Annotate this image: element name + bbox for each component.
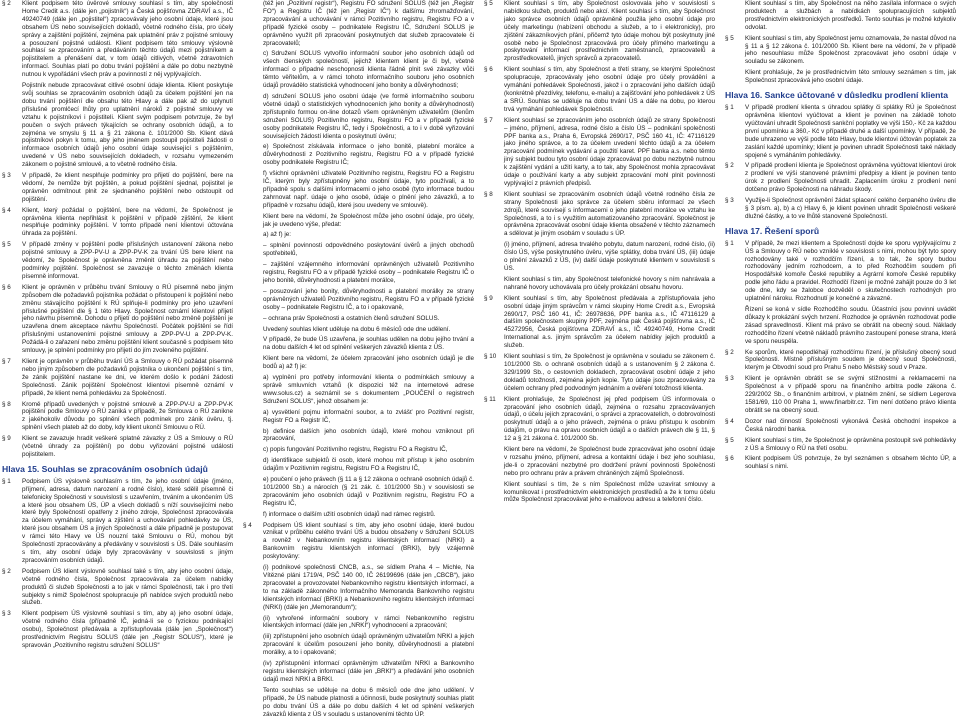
paragraph — [243, 687, 474, 718]
paragraph — [725, 35, 956, 67]
text-column-3 — [484, 0, 715, 667]
paragraph-number: § 1 — [725, 239, 734, 247]
paragraph — [725, 162, 956, 194]
paragraph-number — [243, 93, 263, 140]
paragraph-number — [243, 315, 263, 323]
paragraph-number: § 3 — [725, 375, 734, 383]
paragraph-text: Klient bere na vědomí, že Společnost může jeho osobní údaje, pro účely, jak je uvedeno výše, předat: — [263, 212, 474, 228]
paragraph-text: Klient bere na vědomí, že účelem zpracování jeho osobních údajů je dle bodů a) až f) je: — [263, 355, 474, 371]
paragraph-number: § 2 — [2, 0, 11, 7]
paragraph-number — [243, 428, 263, 444]
paragraph-number: § 9 — [484, 294, 493, 302]
paragraph-text: Uvedený souhlas klient uděluje na dobu 6 měsíců ode dne udělení. — [263, 325, 451, 333]
paragraph — [2, 241, 233, 281]
paragraph-text: (též jen „Pozitivní registr“), Registru FO sdružení SOLUS (též jen „Registr FO“) a Registru IČ (též jen „Registr IČ“) k dalšímu zhromažďování, zpracovávání a uchovávání v rámci Pozitivního registru, Registru FO a v případě fyzické osoby – podnikatele Registru IČ, Sdružení SOLUS je oprávněno využít při zpracování poskytnutých dat služeb zpracovatele či zpracovatelů; — [263, 0, 474, 47]
paragraph-number: § 3 — [2, 610, 11, 618]
paragraph — [243, 374, 474, 406]
paragraph — [2, 0, 233, 79]
paragraph-number — [243, 446, 263, 454]
paragraph-number: § 1 — [2, 477, 11, 485]
paragraph-number — [2, 82, 22, 169]
paragraph — [2, 172, 233, 204]
paragraph — [2, 358, 233, 398]
paragraph-text: a) až f) je: — [263, 231, 291, 239]
paragraph-text: f) informace o dalším užití osobních údajů nad rámec registrů. — [263, 510, 436, 518]
paragraph-text: (ii) vytvořené informační soubory v rámci Nebankovního registru klientských informací (dále jen „NRKI“) vyhodnocení a zpracování; — [263, 614, 474, 630]
paragraph-text: Klient podpisem ÚS výslovně souhlasí s tím, aby a) jeho osobní údaje, včetně rodného čísla (případně IČ, jedná-li se o fyzickou podnikající osobu), Společnost předávala a zpřístupňovala (dále jen „Společnost“) prostřednictvím Registru SOLUS (dále jen „Registr SOLUS“), které je spravován „Pozitivního registru sdružení SOLUS“ — [22, 610, 233, 649]
paragraph-number: § 9 — [2, 435, 11, 443]
paragraph-text: Klient souhlasí s tím, aby Společnost předávala a zpřístupňovala jeho osobní údaje jiným správcům v rámci skupiny Home Credit a.s., Evropská 2690/17, PSČ 160 41, IČ: 26978636, PPF banka a.s., IČ 47116129 a dalším společnostem skupiny PPF, zejména pak Česká pojišťovna a.s., IČ 45272956, Česká pojišťovna ZDRAVÍ a.s., IČ 49240749, Home Credit International a.s. jiným správcům za účelem nabídky jejich produktů a služeb. — [504, 294, 715, 350]
paragraph — [725, 375, 956, 415]
paragraph — [243, 615, 474, 631]
paragraph-text: Ke sporům, které nepodléhají rozhodčímu řízení, je příslušný obecný soud Společnosti. Místně příslušným soudem je obecný soud Společnosti, kterým je Obvodní soud pro Prahu 5 nebo Městský soud v Praze. — [745, 348, 956, 372]
paragraph-text: Podpisem ÚS klient výslovně souhlasí také s tím, aby jeho osobní údaje, včetně rodného čísla, Společnost zpracovávala za účelem nabídky produktů či služeb Společnosti a to jak v rámci Společnosti, tak i pro třetí subjekty s nimiž Společnost spolupracuje při nabídce svých produktů nebo služeb. — [22, 567, 233, 607]
paragraph-text: Klient souhlasí s tím, že Společnost je oprávněna v souladu se zákonem č. 101/2000 Sb. o ochraně osobních údajů a s ustanovením § 2 zákona č. 329/1999 Sb., o cestovních dokladech, zpracovávat osobní údaje z jeho dokladů totožnosti, zejména jejich kopie. Tyto údaje jsou zpracovávány za účelem ochrany před podvodným jednáním a ověření totožnosti klienta. — [504, 353, 715, 392]
paragraph-text: V případě prodlení klienta je Společnost oprávněna vyúčtovat klientovi úrok z prodlení ve výši stanovené právními předpisy a klient je povinen tento úrok z prodlení Společnosti uhradit. Zaplacením úroku z prodlení není dotčeno právo Společnosti na náhradu škody. — [745, 162, 956, 194]
paragraph-number — [243, 409, 263, 425]
paragraph-number — [484, 276, 504, 292]
paragraph — [725, 69, 956, 85]
paragraph-text: Využije-li Společnost oprávnění žádat splacení celého čerpaného úvěru dle § 3 písm. a), b) a c) Hlavy 6, je klient povinen uhradit Společnosti veškeré dlužné částky, a to ve lhůtě stanovené Společností. — [745, 197, 956, 220]
paragraph-number — [243, 242, 263, 258]
paragraph — [243, 170, 474, 210]
paragraph-text: – splnění povinnosti odpovědného poskytování úvěrů a jiných obchodů spotřebitelů, — [263, 242, 474, 258]
paragraph — [243, 261, 474, 285]
paragraph-number — [243, 457, 263, 473]
paragraph-number: § 8 — [2, 400, 11, 408]
paragraph-number — [484, 481, 504, 505]
paragraph-text: Klient, který požádal o pojištění, bere na vědomí, že Společnost je oprávněna klienta nepřihlásit k pojištění v případě zjištění, že klient nesplňuje podmínky pojištění. V tomto případě není klientovi účtována úhrada za pojištění. — [22, 206, 233, 238]
paragraph-number — [243, 170, 263, 210]
paragraph — [725, 104, 956, 159]
paragraph — [243, 315, 474, 323]
paragraph — [2, 207, 233, 239]
paragraph — [725, 455, 956, 471]
paragraph-text: c) popis fungování Pozitivního registru, Registru FO a Registru IČ, — [263, 446, 448, 454]
paragraph — [484, 295, 715, 350]
paragraph-text: Klient souhlasí s tím, aby Společnost na něho zasílala informace o svých produktech a službách a nabídkách spolupracujících subjektů prostřednictvím elektronických prostředků. Tento souhlas je možné kdykoliv odvolat. — [745, 0, 956, 31]
paragraph — [243, 457, 474, 473]
paragraph-number: § 2 — [725, 162, 734, 170]
paragraph-text: Klient souhlasí s tím, že Společnost je oprávněna postoupit své pohledávky z ÚS a Smlouvy o RÚ na třetí osobu. — [745, 436, 956, 452]
paragraph-number: § 4 — [2, 206, 11, 214]
paragraph — [484, 276, 715, 292]
paragraph-text: a) vysvětlení pojmu informační soubor, a to zvlášť pro Pozitivní registr, Registr FO a Registr IČ, — [263, 408, 474, 424]
paragraph-text: e) Společnost získávala informace o jeho bonitě, platební morálce a důvěryhodnosti z Pozitivního registru, Registru FO a v případě fyzické osoby podnikatele Registru IČ; — [263, 143, 474, 167]
paragraph-number: § 5 — [725, 34, 734, 42]
text-column-2 — [243, 0, 474, 718]
paragraph-text: d) sdružení SOLUS jeho osobní údaje (ve formě informačního souboru včetně údajů o statistických vyhodnoceních jeho bonity a důvěryhodnosti) zpřístupnilo formou on-line dotazů všem oprávněným uživatelům (členům sdružení SOLUS) Pozitivního registru, Registru FO a v případě fyzické osoby podnikatele Registru IČ, tedy i Společnosti, a to i v době vyřizování souvisejících žádostí klienta o poskytnutí úvěru; — [263, 92, 474, 140]
paragraph — [725, 306, 956, 346]
paragraph-number — [243, 288, 263, 312]
paragraph-number — [243, 374, 263, 406]
paragraph-number — [243, 213, 263, 229]
paragraph-number — [484, 446, 504, 478]
paragraph-text: Klient prohlašuje, že je prostřednictvím této smlouvy seznámen s tím, jak Společnost zpracovává jeho osobní údaje. — [745, 69, 956, 85]
paragraph-text: Podpisem ÚS výslovně souhlasím s tím, že jeho osobní údaje (jméno, příjmení, adresa, datum narození a rodné číslo), které sdělil písemně či telefonicky Společnosti v souvislosti s uzavřením, trváním a ukončením ÚS a které jsou obsahem ÚS, ÚP a všech dokladů s níží souvisejícími nebo které byly Společností opatřeny z jiného zdroje, Společnost zpracovávala za účelem vymáhání, správy a zjištění a uchovávání pohledávky ze ÚS, které jsou obsahem ÚS a jiných Společností a dále případně je postupovat v rámci této Hlavy ve ÚS nouzní také Smlouvu o RÚ, mohou být Společností zpracovávány a předávány v souvislosti s ÚS. Dále souhlasím s tím, aby osobní údaje byly zpracovávány v souvislosti s jiným zpracováním osobních údajů. — [22, 477, 233, 564]
section-heading: Hlava 17. Řešení sporů — [725, 225, 820, 236]
paragraph-text: Klient je oprávněn v průběhu trvání Smlouvy o RÚ písemně nebo jiným způsobem dle požadavků pojistníka požádat o přistoupení k pojištění nebo změnu stávajícího pojištění k RÚ splňuje-li podmínky pro jeho uzavření příslušné pojištění dle § 1 této Hlavy. Společnost oznámí klientovi přijetí jeho návrhu písemně. Dohodu o přijetí do pojištění nebo změně pojištění je uzavřena dnem akceptace návrhu Společností. Počátek pojištění se řídí příslušnými ustanoveními pojistné smlouvy a ZPP-PV-U a ZPP-PV-K. Požádá-li o zařazení nebo změnu pojištění klient současně s podpisem této smlouvy, je splnění podmínky pro přijetí do jím zvoleného pojištění. — [22, 283, 233, 355]
paragraph-number: § 5 — [484, 0, 493, 7]
paragraph-text: Klient souhlasí s tím, aby Společnost oslovovala jeho v souvislosti s nabídkou služeb, produktů nebo akcí. Klient souhlasí s tím, aby Společnost jako správce osobních údajů oprávněně použila jeho osobní údaje pro účely marketingu (nabízení obchodu a služeb, a to i elektronicky), pro zjištění zákazníkových přání, přičemž tyto údaje mohou být poskytnuty jiné osobě nebo je Společnost zpracovává pro účely přímého marketingu a poskytování informací prostřednictvím zaměstnanců, zpracovatelů a zprostředkovatelů, jiných správců a zpracovatelů. — [504, 0, 715, 63]
paragraph — [725, 240, 956, 303]
paragraph-text: Klient podpisem této úvěrové smlouvy souhlasí s tím, aby společnosti Home Credit a.s. (dále jen „pojistník“) a Česká pojišťovna ZDRAVÍ a.s., IČ 49240749 (dále jen „pojistitel“) zpracovávaly jeho osobní údaje, které jsou obsahem ÚS nebo souvisejících dokladů, včetně rodného čísla, pro účely správy a zajištění pojištění, zejména pak uplatnění práv z pojistné smlouvy a posouzení pojistné události. Klient podpisem této smlouvy výslovně souhlasí se zpracováním a předáváním těchto údajů mezi pojistníkem a pojistitelem a přenášení dat, v tom údajů citlivých, včetně zdravotních informací. Souhlas platí po dobu trvání pojištění a dále po dobu nezbytně nutnou k vypořádání všech práv a povinností z něj vyplývajících. — [22, 0, 233, 79]
paragraph — [243, 633, 474, 657]
text-column-1 — [2, 0, 233, 667]
paragraph — [484, 241, 715, 273]
paragraph-number: § 4 — [725, 417, 734, 425]
paragraph — [2, 401, 233, 433]
paragraph — [484, 446, 715, 478]
paragraph-number — [243, 326, 263, 334]
paragraph-number — [484, 241, 504, 273]
paragraph — [484, 191, 715, 238]
paragraph-text: a) vyplnění pro potřeby informování klienta o podmínkách smlouvy a správě smluvních vztahů (k dispozici též na internetové adrese www.solus.cz) a seznámil se s dokumentem „POUČENÍ o registrech Sdružení SOLUS“, jehož obsahem je: — [263, 374, 474, 405]
paragraph — [243, 660, 474, 684]
paragraph-number: § 3 — [725, 197, 734, 205]
paragraph-text: Klient souhlasí s tím, aby Společnost jemu oznamovala, že nastal důvod na § 11 a § 12 zákona č. 101/2000 Sb. Klient bere na vědomí, že v případě jeho nesouhlasu může Společnost zpracovávat jeho osobní údaje v souladu se zákonem. — [745, 34, 956, 66]
paragraph-number — [243, 261, 263, 285]
paragraph — [484, 396, 715, 443]
paragraph-number — [243, 633, 263, 657]
paragraph — [2, 435, 233, 459]
paragraph — [2, 478, 233, 565]
paragraph-number — [243, 143, 263, 167]
paragraph-text: – zajištění vzájemného informování oprávněných uživatelů Pozitivního registru, Registru FO a v případě fyzické osoby – podnikatele Registru IČ o jeho bonitě, důvěryhodnosti a platební morálce, — [263, 261, 474, 284]
paragraph-text: c) Sdružení SOLUS vytvořilo informační soubor jeho osobních údajů od všech členských společností, jejichž klientem klient je či byl, včetně informací o případné neschopnosti klienta řádně plnit své závazky vůči těmto věřitelům, a v rámci tohoto informačního souboru jeho osobních údajů provádělo statistická vyhodnocení jeho bonity a důvěryhodnosti; — [263, 50, 474, 90]
text-column-4 — [725, 0, 956, 667]
paragraph-text: (i) podnikové společnosti CNCB, a.s., se sídlem Praha 4 – Michle, Na Vítězné pláni 1719/4, PSČ 140 00, IČ 26199696 (dále jen „CBCB“), jako zpracovatel a provozovatel Nebankovního registru klientských informací, a to na základě zákonného Informačního Memoranda Bankovního registru klientských informací (BRKI) a Nebankovního registru klientských informací (NRKI) (dále jen „Memorandum“); — [263, 564, 474, 611]
paragraph-number — [243, 355, 263, 371]
paragraph-number: § 5 — [2, 241, 11, 249]
paragraph-number: § 1 — [725, 104, 734, 112]
paragraph — [243, 0, 474, 47]
paragraph — [243, 476, 474, 508]
paragraph-number — [725, 0, 745, 32]
paragraph — [243, 326, 474, 334]
paragraph-number: § 10 — [484, 353, 497, 361]
paragraph — [725, 349, 956, 373]
paragraph-text: – ochrana práv Společnosti a ostatních členů sdružení SOLUS. — [263, 314, 440, 322]
paragraph-number — [243, 0, 263, 47]
paragraph — [243, 231, 474, 239]
paragraph — [725, 197, 956, 221]
paragraph — [2, 610, 233, 650]
paragraph-number: § 2 — [725, 348, 734, 356]
paragraph — [243, 242, 474, 258]
paragraph — [2, 568, 233, 608]
paragraph-number — [243, 476, 263, 508]
paragraph-number — [243, 687, 263, 718]
paragraph — [484, 117, 715, 188]
paragraph-number — [243, 336, 263, 352]
paragraph-number: § 3 — [2, 172, 11, 180]
paragraph — [484, 481, 715, 505]
paragraph-text: Klient prohlašuje, že Společnost jej před podpisem ÚS informovala o zpracování jeho osobních údajů, zejména o rozsahu zpracovávaných údajů, o účelu jejich zpracování, o správci a zpracovatelích, o dobrovolnosti poskytnutí údajů a o jeho právech, zejména o právu přístupu k osobním údajům, o právu na opravu osobních údajů a o dalších právech dle § 11, § 12 a § 21 zákona č. 101/2000 Sb. — [504, 395, 715, 443]
paragraph-number: § 8 — [484, 190, 493, 198]
paragraph-text: Klient podpisem ÚS potvrzuje, že byl seznámen s obsahem těchto ÚP, a souhlasí s nimi. — [745, 455, 956, 471]
paragraph-text: Podpisem ÚS klient souhlasí s tím, aby jeho osobní údaje, které budou vznikat v průběhu celého trvání ÚS a budou obsaženy v Sdružení SOLUS a rovněž v Nebankovním registru klientských informací (NRKI) a Bankovním registru klientských informací (BRKI), byly vzájemně poskytovány: — [263, 521, 474, 561]
paragraph-number — [243, 50, 263, 90]
paragraph-text: – posuzování jeho bonity, důvěryhodnosti a platební morálky ze strany oprávněných uživatelů Pozitivního registru, Registru FO a v případě fyzické osoby – podnikatele Registru IČ, a to i opakovaně, — [263, 287, 474, 311]
paragraph — [243, 355, 474, 371]
paragraph-text: V případě, že bude ÚS uzavřena, je souhlas udělen na dobu jejího trvání a na dobu dalších 4 let od splnění veškerých závazků klienta z ÚS. — [263, 336, 474, 352]
paragraph-text: Klient souhlasí s tím, aby Společnost a třetí strany, se kterými Společnost spolupracuje, zpracovávaly jeho osobní údaje pro účely provádění a vymáhání pohledávek Společnosti, jakož i o zpracování jeho dalších údajů (konkrétně přezdívky, telefonu, e-mailu) a zajišťování jeho pohledávek z ÚS a SRÚ. Souhlas se uděluje na dobu trvání ÚS a dále na dobu, po kterou trvá vymáhání pohledávek Společnosti. — [504, 66, 715, 113]
paragraph — [243, 564, 474, 611]
paragraph-text: V případě prodlení klienta s úhradou splátky či splátky RÚ je Společnost oprávněna klientovi vyúčtovat a klient je povinen na základě tohoto vyúčtování uhradit Společnosti sankční poplatky ve výši 150,- Kč za každou první upomínku a 360,- Kč v případě druhé a další upomínky. V případě, že bude uhrazeno ve výši podle této Hlavy, bude klientovi účtován poplatek za zaslání každé upomínky; klient je povinen uhradit Společnosti také náklady spojené s vymáháním pohledávky. — [745, 104, 956, 159]
paragraph-text: d) identifikace subjektů či osob, které mohou mít přístup k jeho osobním údajům v Pozitivním registru, Registru FO a Registru IČ, — [263, 457, 474, 473]
paragraph-number: § 5 — [725, 436, 734, 444]
paragraph-text: Klient souhlasí se zpracováním jeho osobních údajů ze strany Společnosti – jméno, příjmení, adresa, rodné číslo a číslo ÚS – podnikání společnosti PPF banka a.s., Praha 6, Evropská 2690/17, PSČ 160 41, IČ: 47116129 jako jiného správce, a to za účelem uvedení těchto údajů a za účelem zpracování podmínek vydávání a použití karet. PPF banka a.s. nebo těmto jiný subjekt budou tyto osobní údaje zpracovávat po dobu nezbytně nutnou k zajištění vydání a užití karty, a to tak, aby Společnost mohla zpracovávat údaje o používání karty a aby subjekt zpracování mohl plnit povinnosti vyplývající z právních předpisů. — [504, 116, 715, 187]
paragraph-text: (iii) zpřístupnění jeho osobních údajů oprávněným uživatelům NRKI a jejich zpracování k účelům posouzení jeho bonity, důvěryhodnosti a platební morálky, a to i opakovaně; — [263, 633, 474, 657]
paragraph-number — [243, 511, 263, 519]
paragraph — [484, 66, 715, 113]
paragraph-text: (i) jméno, příjmení, adresa trvalého pobytu, datum narození, rodné číslo, (ii) číslo ÚS, výše poskytnutého úvěru, výše splátky, doba trvání ÚS, (iii) údaje o plnění závazků z ÚS, (iv) další údaje poskytnuté klientem v souvislosti s ÚS. — [504, 241, 715, 272]
paragraph — [725, 437, 956, 453]
paragraph-number: § 6 — [725, 455, 734, 463]
paragraph-number: § 2 — [2, 567, 11, 575]
paragraph — [2, 82, 233, 169]
paragraph — [243, 213, 474, 229]
paragraph-text: Klient souhlasí se zpracováním osobních údajů včetně rodného čísla ze strany Společnosti jako správce za účelem sběru informací ze všech zdrojů, které souvisejí s informacemi o jeho platební morálce ve vztahu ke Společnosti, a to i s využitím automatizovaného zpracování. Společnost je oprávněna zpracovávat osobní údaje klienta obsažené v těchto záznamech a sdělovat je jiným osobám v souladu s ÚP. — [504, 190, 715, 238]
paragraph-number: § 7 — [484, 116, 493, 124]
paragraph — [243, 511, 474, 519]
paragraph — [243, 428, 474, 444]
paragraph-text: (iv) zpřístupnění informací oprávněným uživatelům NRKI a Bankovního registru klientských informací (dále jen „BRKI“) a předávání jeho osobních údajů mezi NRKI a BRKI. — [263, 660, 474, 683]
paragraph-number — [725, 69, 745, 85]
paragraph — [243, 93, 474, 140]
paragraph-text: V případě, že mezi klientem a Společností dojde ke sporu vyplývajícímu z ÚS a Smlouvy o RÚ nebo vzniklé v souvislosti s nimi, mohou být tyto spory rozhodovány také v rozhodčím řízení, a to tak, že spory budou rozhodovány jedním rozhodcem, a to před Rozhodčím soudem při Hospodářské komoře České republiky a Agrární komoře České republiky podle jeho řádu a pravidel. Rozhodčí řízení je možné zahájit pouze do 3 let ode dne, kdy se žalobce dozvěděl o skutečnostech rozhodných pro uplatnění nároku. Rozhodnutí je konečné a závazné. — [745, 239, 956, 303]
paragraph-number: § 6 — [2, 283, 11, 291]
paragraph-text: f) všichni oprávnění uživatelé Pozitivního registru, Registru FO a Registru IČ, kterým byly zpřístupněny jeho osobní údaje, tyto používali, a to případně spolu s dalšími informacemi o jeho osobě (tyto informace budou zahrnovat např. údaje o jeho osobě, údaje o plnění jeho závazků, a to případně v rozsahu údajů, které jsou uvedeny ve smlouvě). — [263, 170, 474, 209]
paragraph — [243, 446, 474, 454]
paragraph-number — [725, 306, 745, 346]
section-heading: Hlava 15. Souhlas se zpracováním osobních údajů — [2, 463, 208, 474]
paragraph-text: Klient je oprávněn v průběhu trvání ÚS a Smlouvy o RÚ požádat písemně nebo jiným způsobem dle požadavků pojistníka o ukončení pojištění s tím, že zánik pojištění nastane ke dni, ve kterém došlo k podání žádosti Společnosti. Zánik pojištění Společnost klientovi písemně oznámí v případě, že klient nemá pohledávku za Společností. — [22, 357, 233, 397]
paragraph — [725, 0, 956, 32]
paragraph — [243, 143, 474, 167]
paragraph-text: b) definice dalších jeho osobních údajů, které mohou vzniknout při zpracování, — [263, 427, 474, 443]
paragraph-text: Dozor nad činností Společnosti vykonává Česká obchodní inspekce a Česká národní banka. — [745, 417, 956, 433]
paragraph-number: § 6 — [484, 66, 493, 74]
paragraph-text: Klient je oprávněn obrátit se se svými stížnostmi a reklamacemi na Společnost a v případě sporu na finančního arbitra podle zákona č. 229/2002 Sb., o finančním arbitrovi, v platném znění, se sídlem Legerova 1581/69, 110 00 Praha 1, www.finarbitr.cz. Tím není dotčeno právo klienta obrátit se na obecný soud. — [745, 375, 956, 414]
paragraph-number — [243, 231, 263, 239]
paragraph-number: § 4 — [243, 521, 252, 529]
paragraph-text: V případě změny v pojištění podle příslušných ustanovení zákona nebo pojistné smlouvy a ZPP-PV-U a ZPP-PV-K za trvání ÚS bere klient na vědomí, že Společnost je oprávněna změnit úhradu za pojištění nebo podmínky pojištění. Společnost se zavazuje o těchto změnách klienta písemně informovat. — [22, 241, 233, 280]
section-heading: Hlava 16. Sankce účtované v důsledku prodlení klienta — [725, 90, 949, 101]
paragraph — [243, 50, 474, 90]
paragraph — [484, 0, 715, 63]
paragraph — [484, 353, 715, 393]
paragraph — [243, 409, 474, 425]
paragraph-text: e) poučení o jeho právech (§ 11 a § 12 zákona o ochraně osobních údajů č. 101/2000 Sb.) a nárocích (§ 21 zák. č. 101/2000 Sb.) v souvislosti se zpracováním jeho osobních údajů v Pozitivním registru, Registru FO a Registru IČ, — [263, 476, 474, 507]
paragraph-text: Klient bere na vědomí, že Společnost bude zpracovávat jeho osobní údaje v rozsahu jméno, příjmení, adresa a kontaktní údaje i bez jeho souhlasu, jde-li o zpracování nezbytné pro dodržení právní povinnosti Společnosti nebo pro ochranu práv a právem chráněných zájmů Společnosti. — [504, 446, 715, 477]
paragraph-number — [243, 564, 263, 611]
paragraph-text: Klient se zavazuje hradit veškeré splatné závazky z ÚS a Smlouvy o RÚ (včetně úhrady za pojištění) po dobu vyřizování pojistné události pojistitelem. — [22, 435, 233, 458]
paragraph-text: V případě, že klient nesplňuje podmínky pro přijetí do pojištění, bere na vědomí, že nemůže být pojištěn, a pokud pojištění sjednal, pojistitel je oprávněn odmítnout plnit ze sjednaného pojištění nebo odstoupit od pojištění. — [22, 172, 233, 203]
paragraph — [2, 284, 233, 355]
paragraph-text: Řízení se koná v sídle Rozhodčího soudu. Účastníci jsou povinni uvádět důkazy k prokázání svých tvrzení. Rozhodce je oprávněn rozhodovat podle zásad spravedlnosti. Klient má právo se obrátit na obecný soud. Náklady rozhodčího řízení včetně nákladů právního zastoupení ponese strana, která ve sporu neuspěla. — [745, 306, 956, 345]
paragraph-number — [243, 660, 263, 684]
paragraph-text: Pojistník nebude zpracovávat citlivé osobní údaje klienta. Klient poskytuje svůj souhlas se zpracováním osobních údajů za účelem pojištění jen na dobu trvání pojištění dle obsahu této Hlavy a dále pak až do uplynutí příslušné promlčecí lhůty pro uplatnění nároků z pojistné smlouvy ve vztahu k pojistníkovi i pojistiteli. Klient svým podpisem potvrzuje, že byl poučen o svých právech týkajících se ochrany osobních údajů, a to zejména ve smyslu § 11 a § 21 zákona č. 101/2000 Sb. Klient dává pojistníkovi pokyn k tomu, aby jeho jménem postoupil pojistiteli žádosti o informace osobních údajů jeho osobní údaje související s pojištěním, uvedené v ÚS nebo souvisejících dokladech, v rozsahu vymezeném zákonem o pojistné smlouvě, a to včetně rodného čísla. — [22, 82, 233, 169]
paragraph — [725, 418, 956, 434]
paragraph-number — [243, 615, 263, 631]
paragraph-text: Klient souhlasí s tím, aby Společnost telefonické hovory s ním nahrávala a nahrané hovory uchovávala pro účely prokázání obsahu hovoru. — [504, 275, 715, 291]
paragraph-text: Tento souhlas se uděluje na dobu 6 měsíců ode dne jeho udělení. V případě, že ÚS nabude platnosti a účinnosti, bude poskytnutý souhlas platit po dobu trvání ÚS a dále po dobu dalších 4 let od splnění veškerých závazků klienta z ÚS v souladu s ustanoveními těchto ÚP. — [263, 686, 474, 718]
paragraph-text: Klient souhlasí s tím, že s ním Společnost může uzavírat smlouvy a komunikovat i prostřednictvím elektronických prostředků a že k tomu účelu může Společnost zpracovávat jeho e-mailovou adresu a telefonní číslo. — [504, 480, 715, 504]
paragraph — [243, 522, 474, 562]
paragraph — [243, 288, 474, 312]
paragraph — [243, 336, 474, 352]
paragraph-number: § 7 — [2, 357, 11, 365]
paragraph-number: § 11 — [484, 395, 496, 403]
paragraph-text: Kromě případů uvedených v pojistné smlouvě a ZPP-PV-U a ZPP-PV-K pojištění podle Smlouvy o RÚ zaniká v případě, že Smlouva o RÚ zanikne z jakéhokoliv důvodu po splnění všech podmínek pro zánik úvěru, tj. splnění všech plateb až do doby, kdy klient ukončí Smlouvu o RÚ. — [22, 400, 233, 432]
